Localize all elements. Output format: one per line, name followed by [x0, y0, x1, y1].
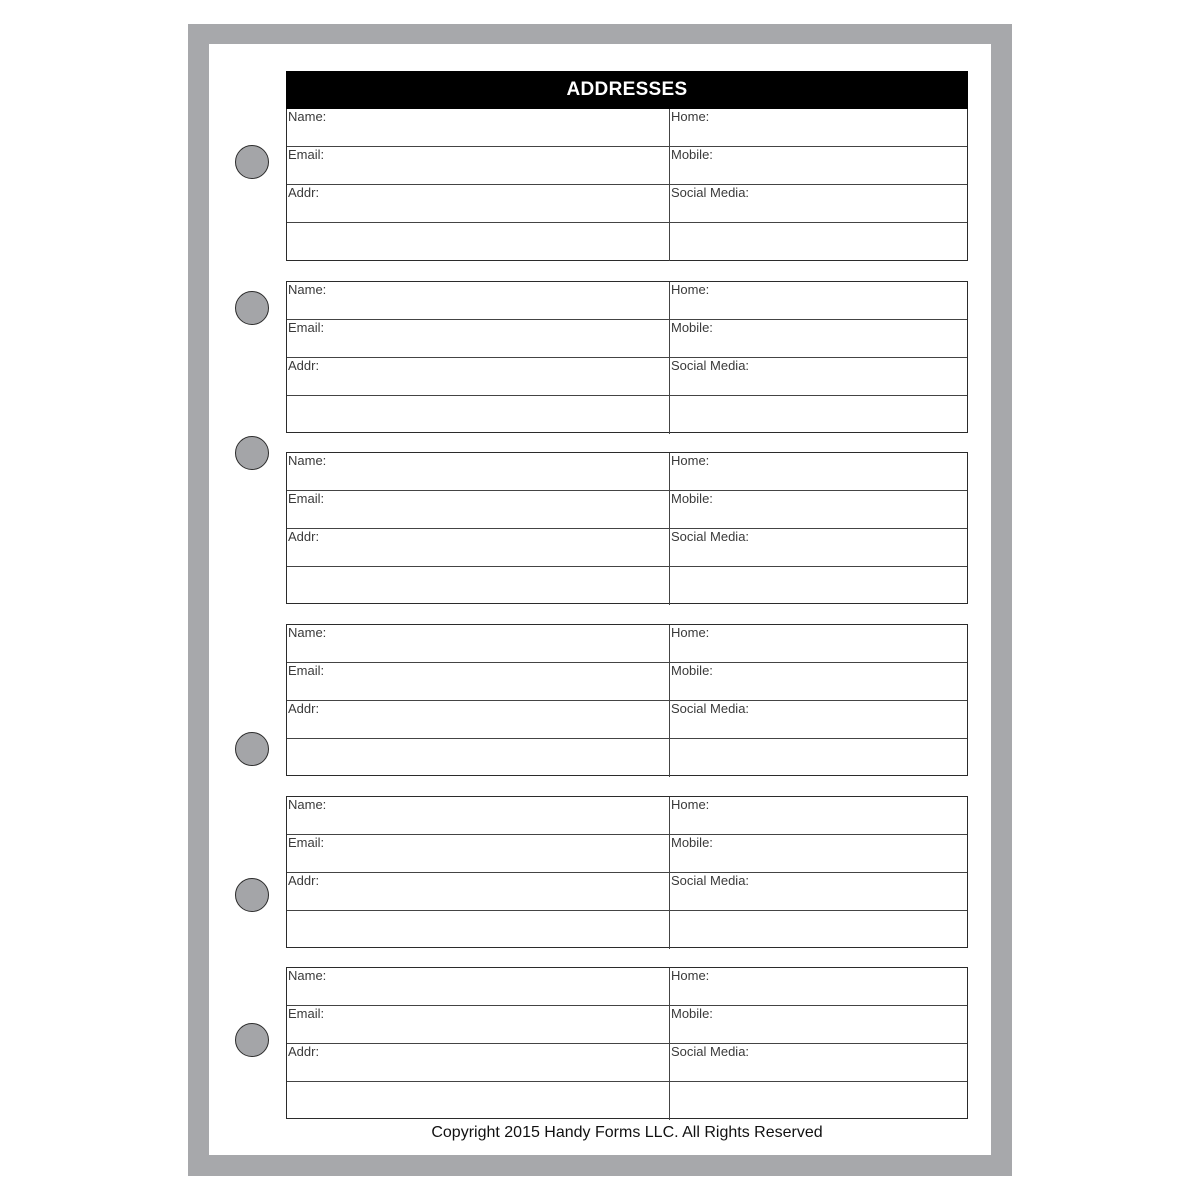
- home-label: Home:: [671, 625, 710, 640]
- address-line-row[interactable]: [287, 567, 967, 605]
- column-divider: [669, 282, 670, 319]
- column-divider: [669, 873, 670, 910]
- name-row[interactable]: [287, 625, 967, 663]
- column-divider: [669, 223, 670, 261]
- addr-row[interactable]: [287, 185, 967, 223]
- column-divider: [669, 835, 670, 872]
- copyright-footer: Copyright 2015 Handy Forms LLC. All Rights Reserved: [431, 1124, 823, 1141]
- mobile-label: Mobile:: [671, 491, 713, 506]
- email-row[interactable]: [287, 1006, 967, 1044]
- addr-row[interactable]: [287, 873, 967, 911]
- email-row[interactable]: [287, 663, 967, 701]
- binder-hole: [235, 145, 269, 179]
- home-label: Home:: [671, 968, 710, 983]
- email-row[interactable]: [287, 491, 967, 529]
- name-label: Name:: [288, 282, 327, 297]
- email-label: Email:: [288, 491, 325, 506]
- email-label: Email:: [288, 663, 325, 678]
- mobile-label: Mobile:: [671, 663, 713, 678]
- column-divider: [669, 358, 670, 395]
- column-divider: [669, 529, 670, 566]
- name-row[interactable]: [287, 797, 967, 835]
- column-divider: [669, 491, 670, 528]
- address-entry: [286, 452, 968, 604]
- address-entry: [286, 624, 968, 776]
- binder-hole: [235, 291, 269, 325]
- home-label: Home:: [671, 109, 710, 124]
- name-row[interactable]: [287, 282, 967, 320]
- binder-hole: [235, 436, 269, 470]
- email-row[interactable]: [287, 147, 967, 185]
- column-divider: [669, 911, 670, 949]
- name-label: Name:: [288, 625, 327, 640]
- binder-hole: [235, 1023, 269, 1057]
- form-title: ADDRESSES: [286, 71, 968, 109]
- addr-row[interactable]: [287, 529, 967, 567]
- addr-label: Addr:: [288, 1044, 320, 1059]
- mobile-label: Mobile:: [671, 320, 713, 335]
- column-divider: [669, 1006, 670, 1043]
- addr-label: Addr:: [288, 358, 320, 373]
- name-label: Name:: [288, 968, 327, 983]
- addr-row[interactable]: [287, 701, 967, 739]
- mobile-label: Mobile:: [671, 1006, 713, 1021]
- social-label: Social Media:: [671, 1044, 750, 1059]
- email-label: Email:: [288, 835, 325, 850]
- column-divider: [669, 147, 670, 184]
- column-divider: [669, 968, 670, 1005]
- column-divider: [669, 567, 670, 605]
- home-label: Home:: [671, 797, 710, 812]
- column-divider: [669, 320, 670, 357]
- email-row[interactable]: [287, 320, 967, 358]
- email-label: Email:: [288, 320, 325, 335]
- column-divider: [669, 663, 670, 700]
- home-label: Home:: [671, 282, 710, 297]
- addr-label: Addr:: [288, 529, 320, 544]
- mobile-label: Mobile:: [671, 835, 713, 850]
- addr-label: Addr:: [288, 701, 320, 716]
- address-line-row[interactable]: [287, 739, 967, 777]
- binder-hole: [235, 732, 269, 766]
- address-entry: [286, 281, 968, 433]
- address-entry: [286, 967, 968, 1119]
- name-row[interactable]: [287, 453, 967, 491]
- address-line-row[interactable]: [287, 911, 967, 949]
- home-label: Home:: [671, 453, 710, 468]
- addr-label: Addr:: [288, 185, 320, 200]
- email-label: Email:: [288, 1006, 325, 1021]
- column-divider: [669, 185, 670, 222]
- email-label: Email:: [288, 147, 325, 162]
- address-entry: [286, 796, 968, 948]
- column-divider: [669, 1044, 670, 1081]
- addr-row[interactable]: [287, 358, 967, 396]
- social-label: Social Media:: [671, 873, 750, 888]
- column-divider: [669, 453, 670, 490]
- name-row[interactable]: [287, 109, 967, 147]
- name-row[interactable]: [287, 968, 967, 1006]
- column-divider: [669, 1082, 670, 1120]
- column-divider: [669, 396, 670, 434]
- address-entry: [286, 109, 968, 261]
- address-line-row[interactable]: [287, 223, 967, 261]
- binder-hole: [235, 878, 269, 912]
- social-label: Social Media:: [671, 529, 750, 544]
- social-label: Social Media:: [671, 701, 750, 716]
- social-label: Social Media:: [671, 358, 750, 373]
- column-divider: [669, 109, 670, 146]
- addr-label: Addr:: [288, 873, 320, 888]
- addr-row[interactable]: [287, 1044, 967, 1082]
- email-row[interactable]: [287, 835, 967, 873]
- column-divider: [669, 701, 670, 738]
- name-label: Name:: [288, 453, 327, 468]
- name-label: Name:: [288, 797, 327, 812]
- social-label: Social Media:: [671, 185, 750, 200]
- column-divider: [669, 739, 670, 777]
- name-label: Name:: [288, 109, 327, 124]
- address-line-row[interactable]: [287, 396, 967, 434]
- column-divider: [669, 797, 670, 834]
- column-divider: [669, 625, 670, 662]
- mobile-label: Mobile:: [671, 147, 713, 162]
- address-line-row[interactable]: [287, 1082, 967, 1120]
